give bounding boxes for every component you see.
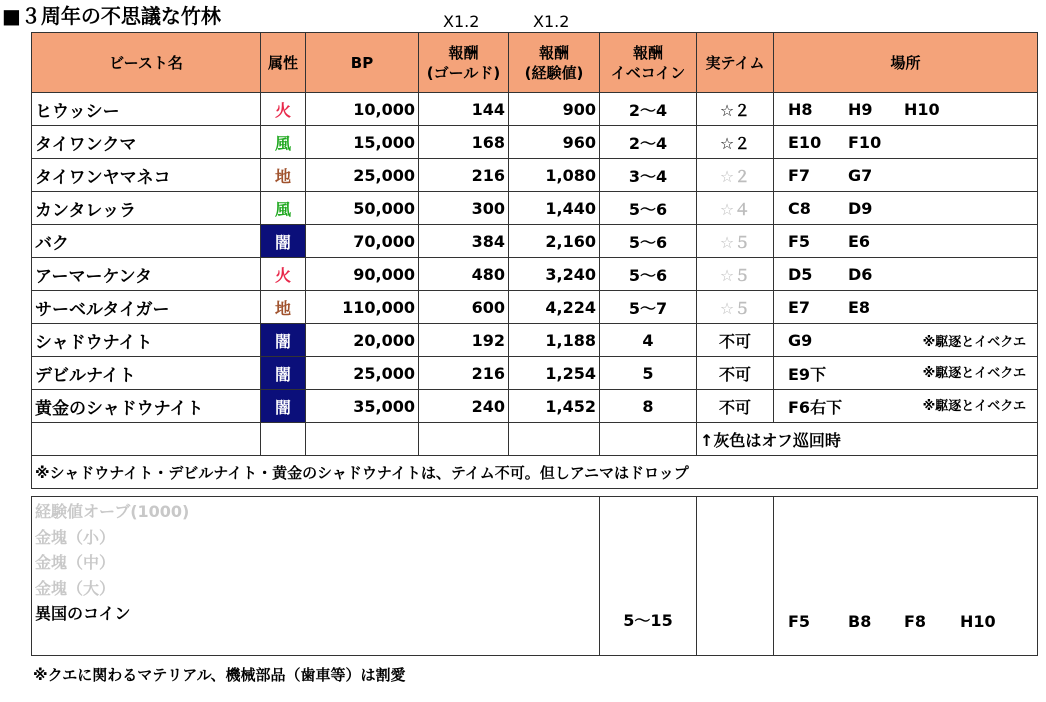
coin-cell: 2～4: [600, 93, 697, 126]
tame-cell: ☆２: [697, 126, 774, 159]
coin-cell: 5: [600, 357, 697, 390]
col-gold-header: 報酬 (ゴールド): [419, 33, 509, 93]
tame-cell: ☆４: [697, 192, 774, 225]
place-code: H10: [960, 612, 996, 631]
place-cell: [774, 291, 1038, 324]
beast-name: ヒウッシー: [32, 93, 261, 126]
table-row: [32, 225, 1038, 258]
exp-cell: 2,160: [509, 225, 600, 258]
place-cell: [774, 357, 1038, 390]
beast-name: タイワンヤマネコ: [32, 159, 261, 192]
beast-name: アーマーケンタ: [32, 258, 261, 291]
gold-multiplier: X1.2: [443, 12, 480, 31]
footnote: ※シャドウナイト・デビルナイト・黄金のシャドウナイトは、テイム不可。但しアニマはドロップ: [32, 456, 1038, 489]
beast-name: デビルナイト: [32, 357, 261, 390]
bp-cell: 15,000: [306, 126, 419, 159]
gold-cell: 240: [419, 390, 509, 423]
tame-cell: ☆２: [697, 159, 774, 192]
attribute-cell: 闇: [261, 357, 306, 390]
col-bp-header: BP: [306, 33, 419, 93]
place-cell: [774, 258, 1038, 291]
beast-name: サーベルタイガー: [32, 291, 261, 324]
coin-cell: 2～4: [600, 126, 697, 159]
header-row: [32, 33, 1038, 93]
place-code: D5: [788, 264, 813, 284]
item-label: 異国のコイン: [35, 604, 131, 623]
place-code: D9: [848, 198, 873, 218]
place-code: B8: [848, 612, 872, 631]
tame-cell: ☆５: [697, 258, 774, 291]
gold-cell: 192: [419, 324, 509, 357]
col-attr-header: 属性: [261, 33, 306, 93]
table-row: [32, 324, 1038, 357]
exp-cell: 1,080: [509, 159, 600, 192]
item-label: 金塊（大）: [35, 578, 116, 598]
beast-name: バク: [32, 225, 261, 258]
table-row: [32, 192, 1038, 225]
place-note: ※駆逐とイベクエ: [922, 334, 1026, 350]
coin-cell: 5～6: [600, 192, 697, 225]
bp-cell: 25,000: [306, 159, 419, 192]
place-code: D6: [848, 264, 873, 284]
beast-name: カンタレッラ: [32, 192, 261, 225]
item-row: [32, 497, 1038, 656]
place-cell: [774, 93, 1038, 126]
table-row: [32, 291, 1038, 324]
place-code: F8: [904, 612, 927, 631]
attribute-cell: 風: [261, 192, 306, 225]
beast-table: [31, 32, 1038, 489]
table-row: [32, 93, 1038, 126]
gold-cell: 216: [419, 357, 509, 390]
attribute-cell: 地: [261, 159, 306, 192]
beast-name: 黄金のシャドウナイト: [32, 390, 261, 423]
item-places: [774, 497, 1038, 656]
exp-cell: 900: [509, 93, 600, 126]
bottom-note: ※クエに関わるマテリアル、機械部品（歯車等）は割愛: [33, 666, 406, 684]
bp-cell: 35,000: [306, 390, 419, 423]
place-cell: [774, 225, 1038, 258]
item-table: [31, 496, 1038, 656]
tame-cell: ☆５: [697, 291, 774, 324]
table-row: [32, 390, 1038, 423]
place-code: C8: [788, 198, 811, 218]
gray-note: ↑灰色はオフ巡回時: [697, 423, 1038, 456]
place-code: F5: [788, 231, 811, 251]
place-cell: [774, 126, 1038, 159]
place-cell: [774, 324, 1038, 357]
coin-cell: 5～7: [600, 291, 697, 324]
bp-cell: 90,000: [306, 258, 419, 291]
item-label: 金塊（中）: [35, 553, 116, 572]
place-cell: [774, 390, 1038, 423]
gold-cell: 480: [419, 258, 509, 291]
place-code: F6右下: [788, 397, 843, 417]
place-note: ※駆逐とイベクエ: [922, 365, 1026, 381]
item-coin-range: 5～15: [600, 497, 697, 656]
gold-cell: 300: [419, 192, 509, 225]
exp-cell: 3,240: [509, 258, 600, 291]
place-code: E7: [788, 297, 811, 317]
place-code: H10: [904, 99, 940, 119]
place-code: E8: [848, 297, 871, 317]
tame-cell: 不可: [697, 357, 774, 390]
place-code: F7: [788, 165, 811, 185]
item-list: [32, 497, 600, 656]
col-name-header: ビースト名: [32, 33, 261, 93]
item-label: 経験値オーブ(1000): [35, 502, 190, 521]
place-cell: [774, 159, 1038, 192]
col-exp-header: 報酬 (経験値): [509, 33, 600, 93]
place-code: E9下: [788, 364, 827, 384]
gold-cell: 216: [419, 159, 509, 192]
page-title: ■３周年の不思議な竹林: [2, 4, 221, 28]
exp-cell: 1,188: [509, 324, 600, 357]
col-tame-header: 実テイム: [697, 33, 774, 93]
gold-cell: 144: [419, 93, 509, 126]
beast-name: シャドウナイト: [32, 324, 261, 357]
exp-cell: 1,440: [509, 192, 600, 225]
beast-name: タイワンクマ: [32, 126, 261, 159]
exp-cell: 1,254: [509, 357, 600, 390]
place-code: F5: [788, 612, 811, 631]
place-code: G7: [848, 165, 873, 185]
bp-cell: 10,000: [306, 93, 419, 126]
coin-cell: 4: [600, 324, 697, 357]
tame-cell: ☆２: [697, 93, 774, 126]
place-cell: [774, 192, 1038, 225]
place-code: F10: [848, 132, 882, 152]
gold-cell: 600: [419, 291, 509, 324]
tame-cell: 不可: [697, 390, 774, 423]
table-row: [32, 159, 1038, 192]
bp-cell: 70,000: [306, 225, 419, 258]
tame-cell: ☆５: [697, 225, 774, 258]
footnote-row: [32, 456, 1038, 489]
gold-cell: 168: [419, 126, 509, 159]
bp-cell: 50,000: [306, 192, 419, 225]
item-label: 金塊（小）: [35, 527, 116, 547]
bp-cell: 20,000: [306, 324, 419, 357]
attribute-cell: 風: [261, 126, 306, 159]
place-code: H9: [848, 99, 873, 119]
coin-cell: 3～4: [600, 159, 697, 192]
tame-cell: 不可: [697, 324, 774, 357]
attribute-cell: 闇: [261, 390, 306, 423]
place-code: E6: [848, 231, 871, 251]
attribute-cell: 火: [261, 258, 306, 291]
bp-cell: 25,000: [306, 357, 419, 390]
exp-cell: 1,452: [509, 390, 600, 423]
place-note: ※駆逐とイベクエ: [922, 398, 1026, 414]
place-code: H8: [788, 99, 813, 119]
exp-multiplier: X1.2: [533, 12, 570, 31]
table-row: [32, 357, 1038, 390]
col-coin-header: 報酬 イベコイン: [600, 33, 697, 93]
exp-cell: 4,224: [509, 291, 600, 324]
attribute-cell: 火: [261, 93, 306, 126]
coin-cell: 8: [600, 390, 697, 423]
empty-row: [32, 423, 1038, 456]
attribute-cell: 闇: [261, 324, 306, 357]
col-place-header: 場所: [774, 33, 1038, 93]
table-row: [32, 126, 1038, 159]
place-code: G9: [788, 330, 813, 350]
exp-cell: 960: [509, 126, 600, 159]
gold-cell: 384: [419, 225, 509, 258]
table-row: [32, 258, 1038, 291]
attribute-cell: 地: [261, 291, 306, 324]
bp-cell: 110,000: [306, 291, 419, 324]
attribute-cell: 闇: [261, 225, 306, 258]
coin-cell: 5～6: [600, 258, 697, 291]
coin-cell: 5～6: [600, 225, 697, 258]
place-code: E10: [788, 132, 822, 152]
